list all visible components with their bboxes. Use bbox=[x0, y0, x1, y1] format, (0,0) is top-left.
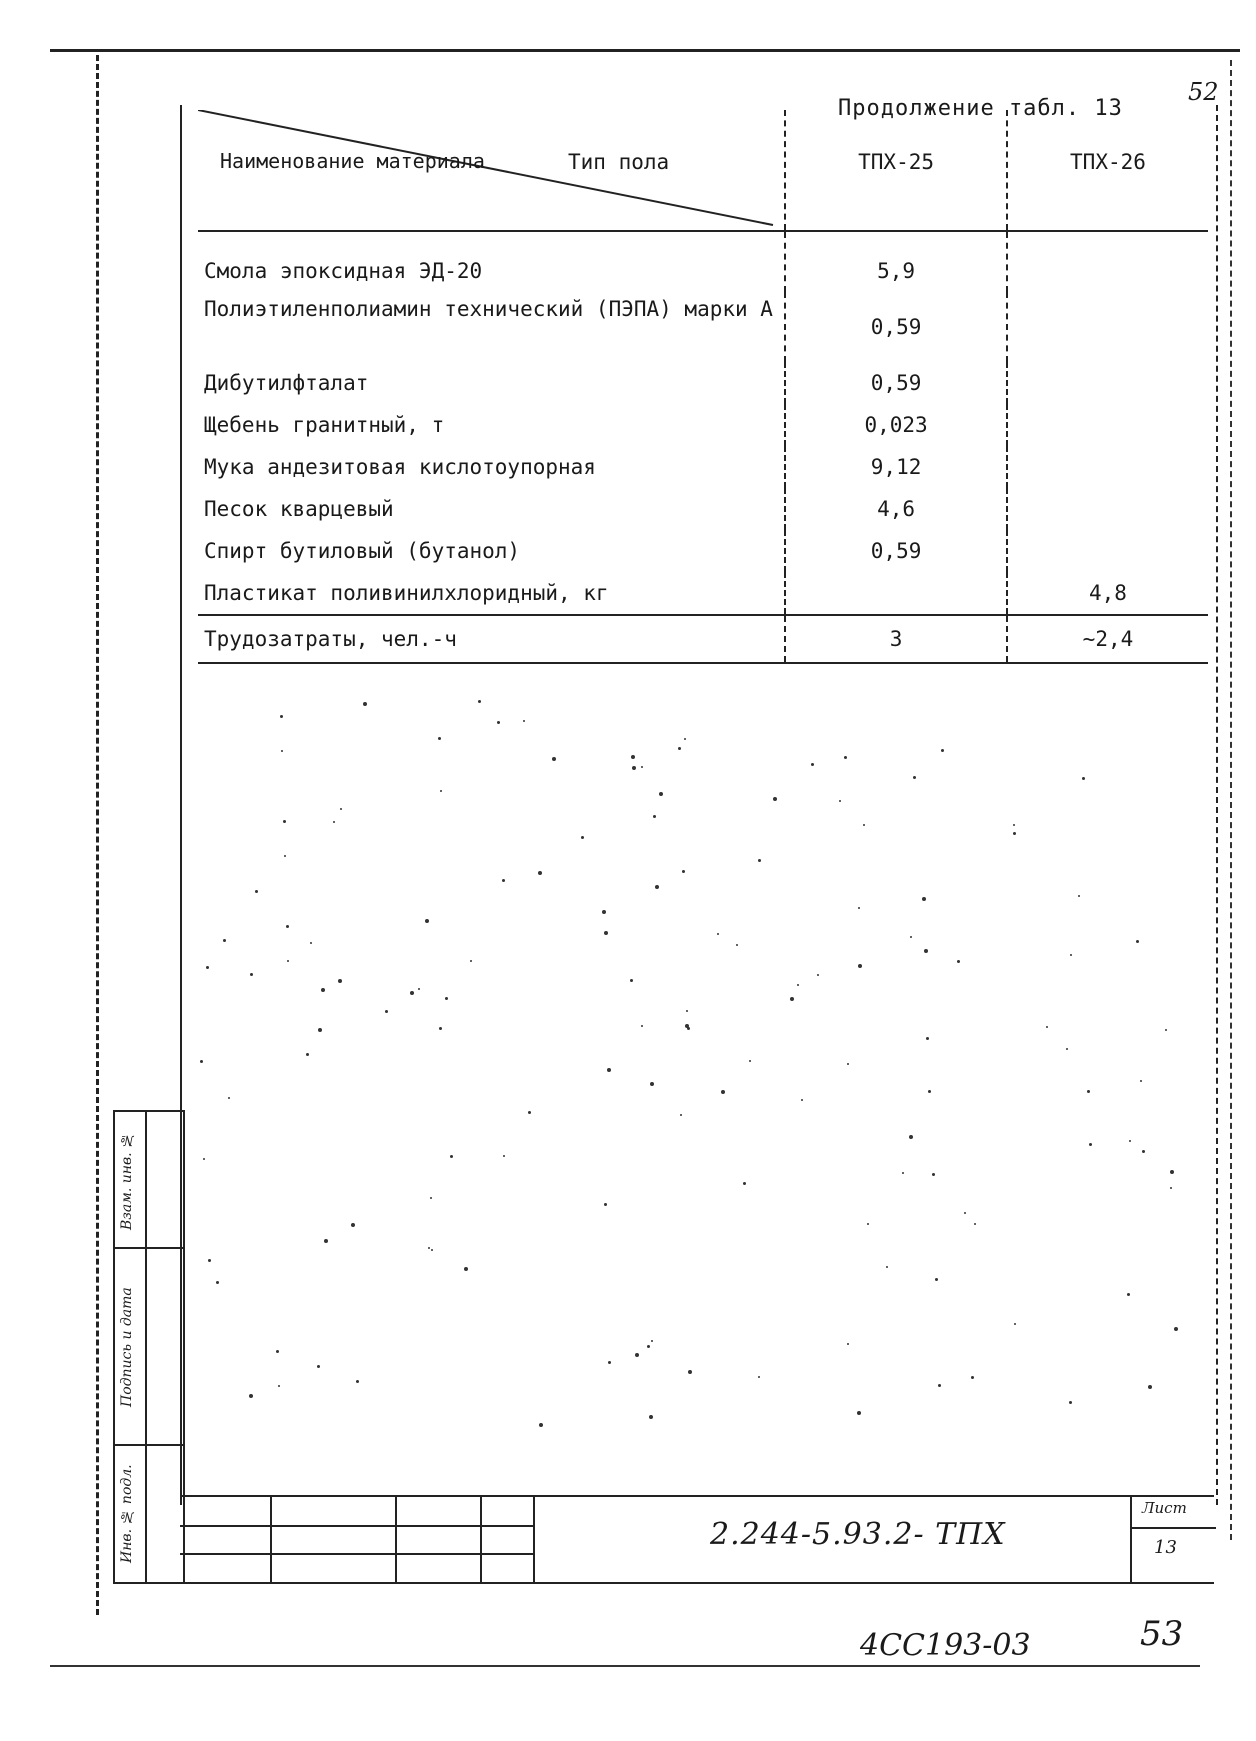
scan-speck bbox=[655, 885, 659, 889]
scan-speck bbox=[790, 997, 794, 1001]
scan-speck bbox=[502, 879, 505, 882]
material-name: Спирт бутиловый (бутанол) bbox=[198, 530, 785, 572]
scan-speck bbox=[758, 1376, 760, 1378]
scan-speck bbox=[208, 1259, 211, 1262]
table-row bbox=[198, 572, 1208, 615]
scan-speck bbox=[1129, 1140, 1131, 1142]
scan-speck bbox=[635, 1353, 639, 1357]
scan-speck bbox=[318, 1028, 322, 1032]
scan-speck bbox=[941, 749, 944, 752]
scan-speck bbox=[721, 1090, 725, 1094]
bottom-rule bbox=[50, 1665, 1200, 1667]
scan-speck bbox=[604, 931, 608, 935]
value-col-1: 0,59 bbox=[785, 292, 1007, 362]
header-col-1-label: ТПХ-25 bbox=[858, 150, 934, 174]
scan-speck bbox=[867, 1223, 869, 1225]
scan-speck bbox=[647, 1345, 650, 1348]
sheet-box bbox=[1130, 1497, 1216, 1582]
scan-speck bbox=[250, 973, 253, 976]
scan-speck bbox=[1087, 1090, 1090, 1093]
header-col-2-label: ТПХ-26 bbox=[1070, 150, 1146, 174]
value-col-2: 4,8 bbox=[1089, 581, 1127, 605]
scan-speck bbox=[678, 747, 681, 750]
scan-speck bbox=[464, 1267, 468, 1271]
scan-speck bbox=[886, 1266, 888, 1268]
scan-speck bbox=[608, 1361, 611, 1364]
scan-speck bbox=[604, 1203, 607, 1206]
scan-speck bbox=[552, 757, 556, 761]
scan-speck bbox=[631, 755, 635, 759]
scan-speck bbox=[1174, 1327, 1178, 1331]
scan-speck bbox=[445, 997, 448, 1000]
scan-speck bbox=[287, 960, 289, 962]
scan-speck bbox=[255, 890, 258, 893]
top-rule bbox=[50, 49, 1240, 52]
sheet-label: Лист bbox=[1142, 1499, 1187, 1517]
scan-speck bbox=[1170, 1170, 1174, 1174]
title-block-vline bbox=[480, 1497, 482, 1582]
scan-speck bbox=[286, 925, 289, 928]
scan-speck bbox=[428, 1247, 430, 1249]
scan-speck bbox=[602, 910, 606, 914]
scan-speck bbox=[333, 821, 335, 823]
scan-speck bbox=[797, 984, 799, 986]
value-col-1: 5,9 bbox=[785, 231, 1007, 292]
title-block-vline bbox=[270, 1497, 272, 1582]
scan-speck bbox=[528, 1111, 531, 1114]
scan-speck bbox=[539, 1423, 543, 1427]
scan-speck bbox=[641, 766, 643, 768]
table-row bbox=[198, 362, 1208, 404]
scan-speck bbox=[743, 1182, 746, 1185]
scan-speck bbox=[1136, 940, 1139, 943]
scan-speck bbox=[1069, 1401, 1072, 1404]
materials-table bbox=[198, 110, 1208, 664]
scan-speck bbox=[283, 820, 286, 823]
scan-speck bbox=[351, 1223, 355, 1227]
scan-speck bbox=[1142, 1150, 1145, 1153]
header-col-1 bbox=[785, 110, 1007, 231]
left-margin-line bbox=[96, 55, 99, 1615]
scan-speck bbox=[310, 942, 312, 944]
value-col-2 bbox=[1007, 488, 1208, 530]
scan-speck bbox=[858, 964, 862, 968]
value-col-2 bbox=[1007, 292, 1208, 362]
scan-speck bbox=[340, 808, 342, 810]
header-diagonal-cell bbox=[198, 110, 785, 231]
value-col-1: 0,023 bbox=[785, 404, 1007, 446]
material-name: Мука андезитовая кислотоупорная bbox=[198, 446, 785, 488]
scan-speck bbox=[1066, 1048, 1068, 1050]
scan-speck bbox=[964, 1212, 966, 1214]
scan-speck bbox=[607, 1068, 611, 1072]
value-col-1: 9,12 bbox=[785, 446, 1007, 488]
scan-speck bbox=[902, 1172, 904, 1174]
table-row bbox=[198, 292, 1208, 362]
scan-speck bbox=[203, 1158, 205, 1160]
scan-speck bbox=[431, 1249, 433, 1251]
scan-speck bbox=[363, 702, 367, 706]
scan-speck bbox=[688, 1370, 692, 1374]
scan-speck bbox=[281, 750, 283, 752]
corner-page-number: 52 bbox=[1188, 78, 1219, 106]
scan-speck bbox=[651, 1340, 653, 1342]
scan-speck bbox=[356, 1380, 359, 1383]
value-col-1: 0,59 bbox=[785, 530, 1007, 572]
scan-speck bbox=[863, 824, 865, 826]
scan-speck bbox=[228, 1097, 230, 1099]
labor-label: Трудозатраты, чел.-ч bbox=[198, 615, 785, 663]
side-stamp-cell bbox=[115, 1112, 183, 1249]
scan-speck bbox=[278, 1385, 280, 1387]
scan-speck bbox=[410, 991, 414, 995]
header-material-label: Наименование материала bbox=[220, 149, 485, 173]
scan-speck bbox=[928, 1090, 931, 1093]
scan-speck bbox=[649, 1415, 653, 1419]
scan-speck bbox=[249, 1394, 253, 1398]
material-name: Щебень гранитный, т bbox=[198, 404, 785, 446]
value-col-1: 0,59 bbox=[785, 362, 1007, 404]
value-col-2 bbox=[1007, 404, 1208, 446]
scan-speck bbox=[653, 815, 656, 818]
table-row bbox=[198, 231, 1208, 292]
scan-speck bbox=[317, 1365, 320, 1368]
scan-speck bbox=[523, 720, 525, 722]
scan-speck bbox=[1013, 832, 1016, 835]
scan-speck bbox=[971, 1376, 974, 1379]
scan-speck bbox=[938, 1384, 941, 1387]
scan-speck bbox=[438, 737, 441, 740]
side-stamp-label: Взам. инв. № bbox=[119, 1131, 135, 1230]
scan-speck bbox=[758, 859, 761, 862]
scan-speck bbox=[338, 979, 342, 983]
bottom-page-number: 53 bbox=[1140, 1614, 1184, 1654]
scan-speck bbox=[844, 756, 847, 759]
scan-speck bbox=[632, 766, 636, 770]
scan-speck bbox=[957, 960, 960, 963]
scan-speck bbox=[478, 700, 481, 703]
table-header-row bbox=[198, 110, 1208, 231]
scan-speck bbox=[909, 1135, 913, 1139]
material-name: Полиэтиленполиамин технический (ПЭПА) марки А bbox=[198, 292, 785, 362]
scan-speck bbox=[659, 792, 663, 796]
scan-speck bbox=[470, 960, 472, 962]
scan-speck bbox=[321, 988, 325, 992]
scan-speck bbox=[650, 1082, 654, 1086]
scan-speck bbox=[630, 979, 633, 982]
scan-speck bbox=[430, 1197, 432, 1199]
side-stamp-label: Инв. № подл. bbox=[119, 1464, 135, 1564]
material-name: Песок кварцевый bbox=[198, 488, 785, 530]
scan-speck bbox=[801, 1099, 803, 1101]
title-block-vline bbox=[533, 1497, 535, 1582]
scan-speck bbox=[503, 1155, 505, 1157]
side-stamp-cell bbox=[115, 1249, 183, 1446]
scan-speck bbox=[206, 966, 209, 969]
material-name: Дибутилфталат bbox=[198, 362, 785, 404]
scan-speck bbox=[306, 1053, 309, 1056]
scan-speck bbox=[717, 933, 719, 935]
table-row bbox=[198, 446, 1208, 488]
scan-speck bbox=[811, 763, 814, 766]
labor-row bbox=[198, 615, 1208, 663]
scan-speck bbox=[817, 974, 819, 976]
scan-speck bbox=[1170, 1187, 1172, 1189]
scan-speck bbox=[1046, 1026, 1048, 1028]
scan-speck bbox=[216, 1281, 219, 1284]
table-row bbox=[198, 530, 1208, 572]
scan-speck bbox=[682, 870, 685, 873]
scan-speck bbox=[1013, 824, 1015, 826]
scan-speck bbox=[922, 897, 926, 901]
scan-speck bbox=[910, 936, 912, 938]
table-continuation-caption: Продолжение табл. 13 bbox=[838, 96, 1123, 121]
scan-speck bbox=[749, 1060, 751, 1062]
table-row bbox=[198, 488, 1208, 530]
scan-speck bbox=[223, 939, 226, 942]
sheet-divider bbox=[1132, 1527, 1216, 1529]
scan-speck bbox=[1070, 954, 1072, 956]
value-col-1 bbox=[785, 572, 1007, 615]
sheet-number: 13 bbox=[1154, 1537, 1177, 1558]
scan-speck bbox=[1078, 895, 1080, 897]
scan-speck bbox=[847, 1063, 849, 1065]
value-col-2 bbox=[1007, 362, 1208, 404]
side-stamp-label: Подпись и дата bbox=[119, 1287, 135, 1408]
scan-speck bbox=[858, 907, 860, 909]
scan-speck bbox=[1089, 1143, 1092, 1146]
scan-speck bbox=[497, 721, 500, 724]
scan-speck bbox=[684, 738, 686, 740]
scan-speck bbox=[926, 1037, 929, 1040]
scan-speck bbox=[641, 1025, 643, 1027]
scan-speck bbox=[839, 800, 841, 802]
side-stamp bbox=[113, 1110, 185, 1584]
scan-speck bbox=[932, 1173, 935, 1176]
scan-speck bbox=[439, 1027, 442, 1030]
scan-speck bbox=[857, 1411, 861, 1415]
right-margin-line bbox=[1230, 60, 1232, 1540]
scan-speck bbox=[1148, 1385, 1152, 1389]
material-name: Смола эпоксидная ЭД-20 bbox=[198, 231, 785, 292]
scan-speck bbox=[284, 855, 286, 857]
scan-noise bbox=[200, 700, 1200, 1460]
value-col-1: 4,6 bbox=[785, 488, 1007, 530]
scan-speck bbox=[418, 988, 420, 990]
side-stamp-cell bbox=[115, 1446, 183, 1580]
scan-speck bbox=[425, 919, 429, 923]
material-name: Пластикат поливинилхлоридный, кг bbox=[198, 572, 785, 615]
scan-speck bbox=[1127, 1293, 1130, 1296]
scan-speck bbox=[686, 1010, 688, 1012]
scan-speck bbox=[974, 1223, 976, 1225]
scan-speck bbox=[773, 797, 777, 801]
scan-speck bbox=[276, 1350, 279, 1353]
scan-speck bbox=[581, 836, 584, 839]
title-block-grid bbox=[180, 1497, 535, 1582]
scan-speck bbox=[1014, 1323, 1016, 1325]
scan-speck bbox=[324, 1239, 328, 1243]
scan-speck bbox=[440, 790, 442, 792]
scan-speck bbox=[680, 1114, 682, 1116]
labor-value-col-2: ~2,4 bbox=[1007, 615, 1208, 663]
scan-speck bbox=[924, 949, 928, 953]
title-block-vline bbox=[395, 1497, 397, 1582]
scan-speck bbox=[935, 1278, 938, 1281]
scan-speck bbox=[450, 1155, 453, 1158]
scan-speck bbox=[1165, 1029, 1167, 1031]
scan-speck bbox=[913, 776, 916, 779]
labor-value-col-1: 3 bbox=[785, 615, 1007, 663]
value-col-2 bbox=[1007, 530, 1208, 572]
value-col-2 bbox=[1007, 446, 1208, 488]
scan-speck bbox=[538, 871, 542, 875]
table-row bbox=[198, 404, 1208, 446]
header-col-2 bbox=[1007, 110, 1208, 231]
scan-speck bbox=[200, 1060, 203, 1063]
value-col-2 bbox=[1007, 231, 1208, 292]
scan-speck bbox=[1082, 777, 1085, 780]
inventory-number: 4СС193-03 bbox=[860, 1628, 1031, 1663]
title-block bbox=[180, 1495, 1214, 1584]
scan-speck bbox=[385, 1010, 388, 1013]
scan-speck bbox=[687, 1027, 690, 1030]
scan-speck bbox=[280, 715, 283, 718]
document-code: 2.244-5.93.2- ТПХ bbox=[710, 1517, 1006, 1552]
header-floor-type-label: Тип пола bbox=[568, 150, 670, 174]
scan-speck bbox=[736, 944, 738, 946]
scan-speck bbox=[1140, 1080, 1142, 1082]
scan-speck bbox=[847, 1343, 849, 1345]
